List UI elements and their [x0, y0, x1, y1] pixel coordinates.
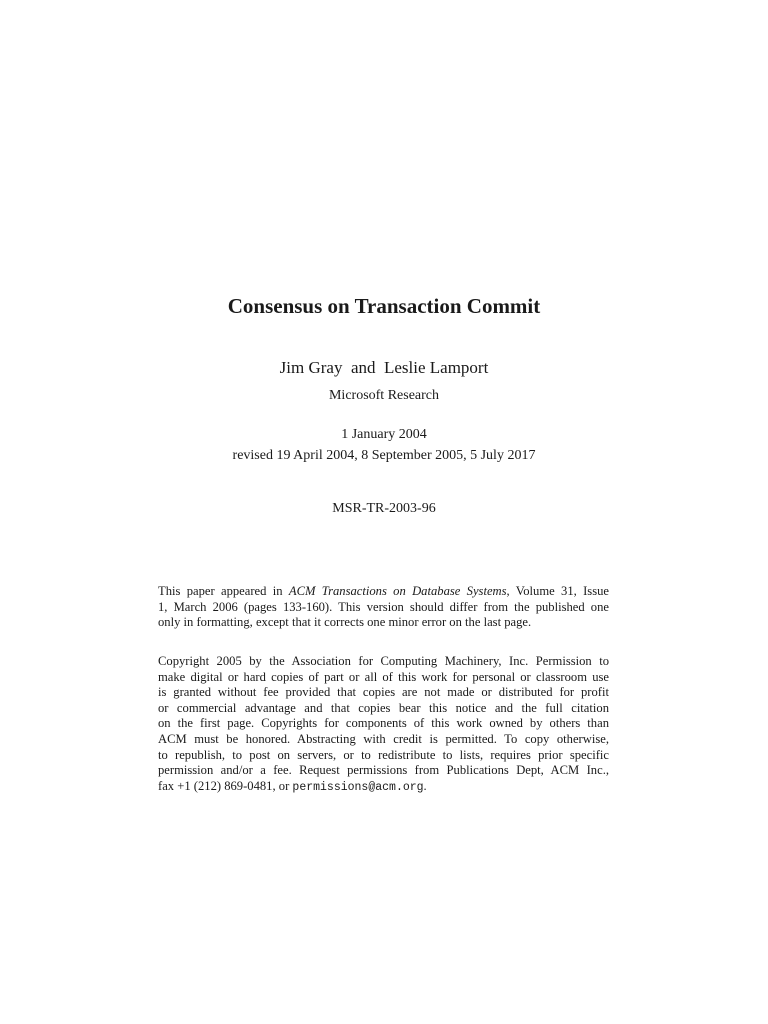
- paper-date: 1 January 2004: [341, 427, 427, 442]
- copyright-text: fax +1 (212) 869-0481, or: [158, 778, 293, 793]
- copyright-line: ACM must be honored. Abstracting with credit is permitted. To copy otherwise,: [158, 731, 609, 746]
- copyright-notice: [158, 654, 609, 795]
- paper-authors: Jim Gray and Leslie Lamport: [279, 358, 489, 377]
- publication-note-text: This paper appeared in: [158, 584, 289, 598]
- paper-revision-dates: revised 19 April 2004, 8 September 2005, 5 July 2017: [232, 448, 536, 463]
- publication-note: [158, 584, 609, 631]
- paper-title: Consensus on Transaction Commit: [227, 294, 541, 318]
- publication-note-line: only in formatting, except that it corrects one minor error on the last page.: [158, 615, 532, 630]
- copyright-line: to republish, to post on servers, or to redistribute to lists, requires prior specific: [158, 747, 609, 762]
- report-number: MSR-TR-2003-96: [332, 501, 436, 516]
- publication-note-line: 1, March 2006 (pages 133-160). This version should differ from the published one: [158, 599, 609, 614]
- copyright-line: permission and/or a fee. Request permissions from Publications Dept, ACM Inc.,: [158, 763, 609, 778]
- copyright-line: or commercial advantage and that copies bear this notice and the full citation: [158, 700, 609, 715]
- copyright-line: make digital or hard copies of part or all of this work for personal or classroom use: [158, 669, 609, 684]
- copyright-line: Copyright 2005 by the Association for Computing Machinery, Inc. Permission to: [158, 654, 609, 668]
- publication-note-text: , Volume 31, Issue: [506, 584, 609, 598]
- copyright-line: on the first page. Copyrights for components of this work owned by others than: [158, 716, 609, 731]
- copyright-text: .: [423, 778, 427, 793]
- copyright-line: [158, 779, 609, 796]
- journal-name: ACM Transactions on Database Systems: [288, 584, 507, 598]
- permissions-email: permissions@acm.org: [292, 780, 424, 794]
- copyright-line: is granted without fee provided that copies are not made or distributed for profit: [158, 685, 609, 700]
- publication-note-line: [158, 584, 609, 600]
- author-affiliation: Microsoft Research: [328, 388, 440, 403]
